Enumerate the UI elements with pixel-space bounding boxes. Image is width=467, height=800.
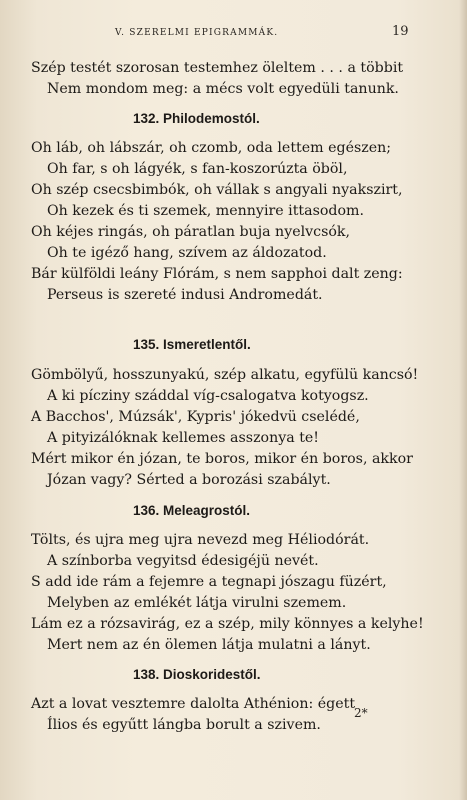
verse-line: Oh kezek és ti szemek, mennyire ittasodom. bbox=[47, 203, 364, 219]
verse-line: Szép testét szorosan testemhez öleltem . . . a többit bbox=[31, 60, 404, 76]
page-number: 19 bbox=[392, 24, 409, 39]
epigram-132 bbox=[0, 109, 467, 306]
verse-line: Perseus is szereté indusi Andromedát. bbox=[47, 287, 323, 303]
verse-line: Oh te igéző hang, szívem az áldozatod. bbox=[47, 245, 327, 261]
epigram-135 bbox=[0, 335, 467, 491]
verse-line: Józan vagy? Sérted a borozási szabályt. bbox=[47, 472, 331, 488]
signature-mark: 2* bbox=[354, 706, 368, 720]
verse-line: A Bacchos', Múzsák', Kypris' jókedvü cselédé, bbox=[31, 409, 360, 425]
verse-line: A pityizálóknak kellemes asszonya te! bbox=[47, 430, 320, 446]
verse-line: Oh kéjes ringás, oh páratlan buja nyelvcsók, bbox=[31, 224, 351, 240]
epigram-title: 138. Dioskoridestől. bbox=[133, 667, 261, 682]
verse-line: Gömbölyű, hosszunyakú, szép alkatu, egyfülü kancsó! bbox=[31, 367, 419, 383]
verse-line: Azt a lovat vesztemre dalolta Athénion: égett bbox=[31, 696, 356, 712]
verse-line: Bár külföldi leány Flórám, s nem sapphoi dalt zeng: bbox=[31, 266, 403, 282]
verse-line: Tölts, és ujra meg ujra nevezd meg Héliodórát. bbox=[31, 532, 370, 548]
running-head: V. SZERELMI EPIGRAMMÁK. bbox=[115, 28, 279, 38]
verse-line: Mert nem az én ölemen látja mulatni a lányt. bbox=[47, 637, 371, 653]
verse-line: S add ide rám a fejemre a tegnapi jószagu füzért, bbox=[31, 574, 387, 590]
epigram-138 bbox=[0, 665, 467, 736]
continuation-verse bbox=[0, 58, 467, 100]
verse-line: Oh szép csecsbimbók, oh vállak s angyali nyakszirt, bbox=[31, 182, 403, 198]
verse-line: Oh láb, oh lábszár, oh czomb, oda lettem egészen; bbox=[31, 140, 392, 156]
verse-line: Ílios és egyűtt lángba borult a szivem. bbox=[47, 717, 321, 733]
verse-line: Lám ez a rózsavirág, ez a szép, mily könnyes a kelyhe! bbox=[31, 616, 424, 632]
epigram-title: 136. Meleagrostól. bbox=[133, 503, 251, 518]
epigram-title: 132. Philodemostól. bbox=[133, 111, 260, 126]
page-edge-shadow bbox=[459, 0, 467, 800]
verse-line: Mért mikor én józan, te boros, mikor én boros, akkor bbox=[31, 451, 413, 467]
verse-line: A ki pícziny száddal víg-csalogatva kotyogsz. bbox=[47, 388, 369, 404]
verse-line: Melyben az emlékét látja virulni szemem. bbox=[47, 595, 347, 611]
verse-line: Oh far, s oh lágyék, s fan-koszorúzta öböl, bbox=[47, 161, 348, 177]
page-content bbox=[0, 58, 467, 736]
verse-line: A színborba vegyitsd édesigéjü nevét. bbox=[47, 553, 319, 569]
epigram-title: 135. Ismeretlentől. bbox=[133, 337, 251, 352]
page-header bbox=[0, 22, 467, 42]
epigram-136 bbox=[0, 501, 467, 656]
verse-line: Nem mondom meg: a mécs volt egyedüli tanunk. bbox=[47, 81, 399, 97]
